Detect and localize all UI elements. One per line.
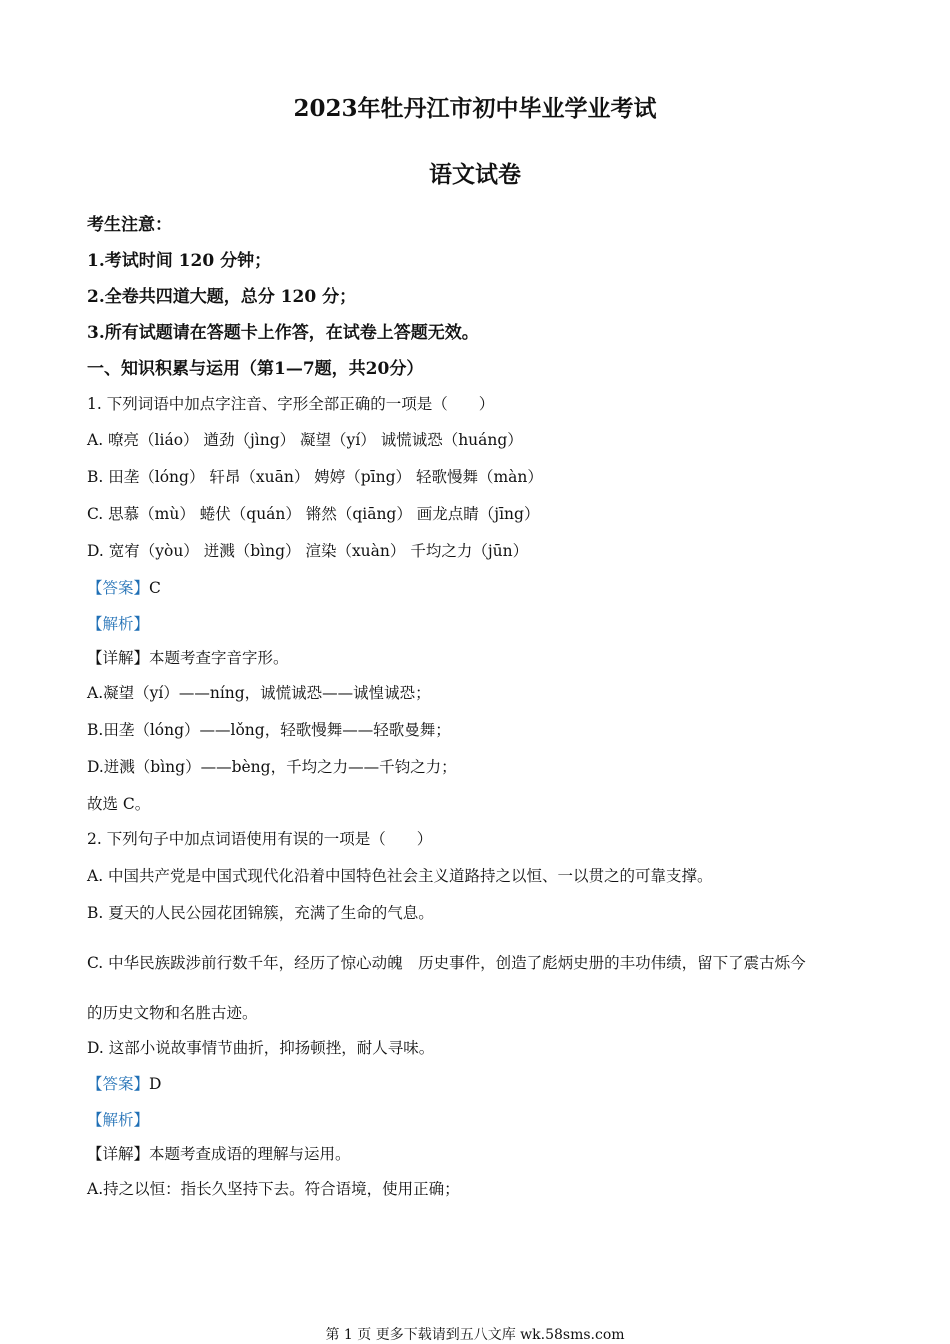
question-1-option-b: B. 田垄（lóng） 轩昂（xuān） 娉婷（pīng） 轻歌慢舞（màn）	[87, 468, 543, 486]
question-2-option-c: C. 中华民族跋涉前行数千年，经历了惊心动魄 历史事件，创造了彪炳史册的丰功伟绩，留下了震古烁今	[87, 954, 806, 972]
notice-item: 1.考试时间 120 分钟；	[87, 251, 272, 271]
answer-row	[87, 1072, 161, 1094]
exam-title: 2023年牡丹江市初中毕业学业考试	[293, 95, 657, 122]
question-2-stem: 2. 下列句子中加点词语使用有误的一项是（ ）	[87, 830, 433, 848]
question-2-option-a: A. 中国共产党是中国式现代化沿着中国特色社会主义道路持之以恒、一以贯之的可靠支撑。	[87, 867, 713, 885]
notice-item: 3.所有试题请在答题卡上作答，在试卷上答题无效。	[87, 323, 479, 343]
analysis-tag: 【解析】	[87, 1111, 150, 1129]
detail-line: 故选 C。	[87, 795, 151, 813]
detail-heading: 【详解】本题考查成语的理解与运用。	[87, 1145, 351, 1163]
detail-line: A.凝望（yí）——níng，诚慌诚恐——诚惶诚恐；	[87, 684, 431, 702]
question-1-option-c: C. 思慕（mù） 蜷伏（quán） 锵然（qiāng） 画龙点睛（jīng）	[87, 505, 540, 523]
detail-line: D.迸溅（bìng）——bèng，千均之力——千钧之力；	[87, 758, 457, 776]
notice-heading: 考生注意：	[87, 215, 172, 235]
answer-tag: 【答案】	[87, 579, 150, 597]
answer-tag: 【答案】	[87, 1075, 150, 1093]
question-1-stem: 1. 下列词语中加点字注音、字形全部正确的一项是（ ）	[87, 395, 495, 413]
answer-value: C	[149, 579, 161, 597]
notice-item: 2.全卷共四道大题，总分 120 分；	[87, 287, 357, 307]
detail-line: B.田垄（lóng）——lǒng，轻歌慢舞——轻歌曼舞；	[87, 721, 451, 739]
detail-heading: 【详解】本题考查字音字形。	[87, 649, 289, 667]
paper-subtitle: 语文试卷	[429, 161, 521, 188]
answer-value: D	[149, 1075, 162, 1093]
question-2-option-b: B. 夏天的人民公园花团锦簇，充满了生命的气息。	[87, 904, 434, 922]
question-1-option-a: A. 嘹亮（liáo） 遒劲（jìng） 凝望（yí） 诚慌诚恐（huáng）	[87, 431, 523, 449]
question-2-option-d: D. 这部小说故事情节曲折，抑扬顿挫，耐人寻味。	[87, 1039, 435, 1057]
question-1-option-d: D. 宽宥（yòu） 迸溅（bìng） 渲染（xuàn） 千均之力（jūn）	[87, 542, 529, 560]
detail-line: A.持之以恒：指长久坚持下去。符合语境，使用正确；	[87, 1180, 460, 1198]
analysis-tag: 【解析】	[87, 615, 150, 633]
question-2-option-c-continued: 的历史文物和名胜古迹。	[87, 1004, 258, 1022]
section-heading: 一、知识积累与运用（第1—7题，共20分）	[87, 359, 424, 379]
answer-row	[87, 576, 161, 598]
page-footer: 第 1 页 更多下载请到五八文库 wk.58sms.com	[325, 1327, 625, 1343]
